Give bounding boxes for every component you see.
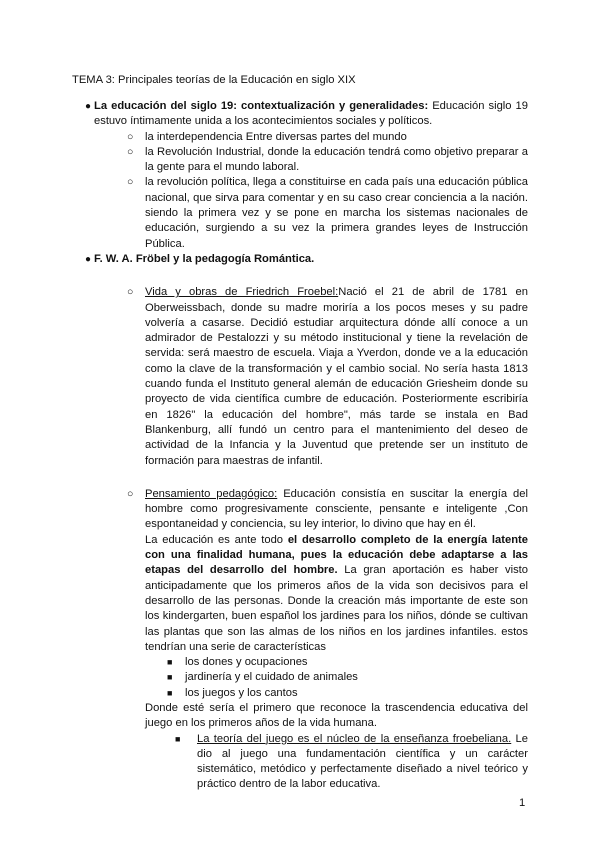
vida-obras-item <box>72 285 528 469</box>
pensamiento-item <box>72 487 528 533</box>
pensamiento-text: Educación consistía en suscitar la energía del hombre como progresivamente consciente, pensante e inteligente ,Con espontaneidad y conciencia, su ley interior, lo divino que hay en él. <box>145 487 528 531</box>
disc-bullet: ● <box>85 101 92 112</box>
section-2 <box>72 252 528 267</box>
square-bullet: ■ <box>167 687 173 698</box>
square-bullet: ■ <box>175 733 181 744</box>
juego-paragraph: Donde esté sería el primero que reconoce la trascendencia educativa del juego en los primeros años de la vida humana. <box>145 701 528 730</box>
list-item <box>72 130 528 145</box>
circle-bullet: ○ <box>127 286 134 299</box>
section-2-heading: F. W. A. Fröbel y la pedagogía Romántica. <box>94 252 315 265</box>
juego-text: Le dio al juego una fundamentación científica y un carácter sistemático, metódico y perfectamente diseñado a nivel teórico y práctico dentro de la labor educativa. <box>197 732 528 791</box>
vida-obras-text: Nació el 21 de abril de 1781 en Oberweissbach, donde su madre moriría a los pocos meses y su padre volvería a casarse. Decidió estudiar arquitectura dónde allí conoce a un admirador de Pestalozzi y su método institucional y tiene la revelación de servida: será maestro de escuela. Viaja a Yverdon, donde ve a la educación como la clave de la transformación y el cambio social. No sería hasta 1813 cuando funda el Instituto general alemán de educación Griesheim donde su proyecto de vida científica cumbre de educación. Posteriormente escribiría en 1826" la educación del hombre", más tarde se instala en Bad Blankenburg, allí fundó un centro para el mantenimiento del deseo de actividad de la Infancia y la Juventud que pretende ser un instituto de formación para maestras de infantil. <box>145 286 528 467</box>
vida-obras-label: Vida y obras de Friedrich Froebel: <box>145 286 339 299</box>
list-item-text: los juegos y los cantos <box>185 686 298 699</box>
square-bullet: ■ <box>167 657 173 668</box>
list-item-text: la interdependencia Entre diversas partes del mundo <box>145 130 407 143</box>
list-item <box>72 175 528 251</box>
juego-label: La teoría del juego es el núcleo de la enseñanza froebeliana. <box>197 732 512 745</box>
circle-bullet: ○ <box>127 176 134 189</box>
pensamiento-paragraph <box>72 533 528 655</box>
circle-bullet: ○ <box>127 130 134 143</box>
section-1 <box>72 99 528 130</box>
juego-item <box>72 732 528 793</box>
list-item-text: jardinería y el cuidado de animales <box>185 671 358 684</box>
page-number: 1 <box>519 797 526 809</box>
paragraph-bold: el desarrollo completo de la energía latente con una finalidad humana, pues la educación debe adaptarse a las etapas del desarrollo del hombre. <box>145 533 528 577</box>
list-item-text: la Revolución Industrial, donde la educación tendrá como objetivo preparar a la gente para el mundo laboral. <box>145 145 528 174</box>
list-item-text: los dones y ocupaciones <box>185 656 308 669</box>
paragraph-end: La gran aportación es haber visto anticipadamente que los primeros años de la vida son decisivos para el desarrollo de las personas. Donde la creación más importante de este son los kindergarten, buen español los jardines para los niños, dónde se cultivan las plantas que son las almas de los niños en los jardines infantiles. estos tendrían una serie de características <box>145 564 528 653</box>
disc-bullet: ● <box>85 253 92 265</box>
circle-bullet: ○ <box>127 487 134 500</box>
section-1-text: Educación siglo 19 estuvo íntimamente unida a los acontecimientos sociales y políticos. <box>94 100 528 128</box>
document-body <box>72 99 528 793</box>
list-item <box>72 655 528 670</box>
circle-bullet: ○ <box>127 145 134 158</box>
paragraph-start: La educación es ante todo <box>145 533 288 546</box>
list-item <box>72 145 528 176</box>
section-1-heading: La educación del siglo 19: contextualización y generalidades: <box>94 100 429 112</box>
list-item-text: la revolución política, llega a constituirse en cada país una educación pública nacional, que sirva para comentar y en su caso crear conciencia a la nación. siendo la primera vez y se pone en marcha los sistemas nacionales de educación, surgiendo a su vez la primera grandes leyes de Instrucción Pública. <box>145 176 528 250</box>
pensamiento-label: Pensamiento pedagógico: <box>145 487 278 500</box>
page-title: TEMA 3: Principales teorías de la Educación en siglo XIX <box>72 74 356 86</box>
list-item <box>72 670 528 685</box>
list-item <box>72 686 528 701</box>
square-bullet: ■ <box>167 672 173 683</box>
